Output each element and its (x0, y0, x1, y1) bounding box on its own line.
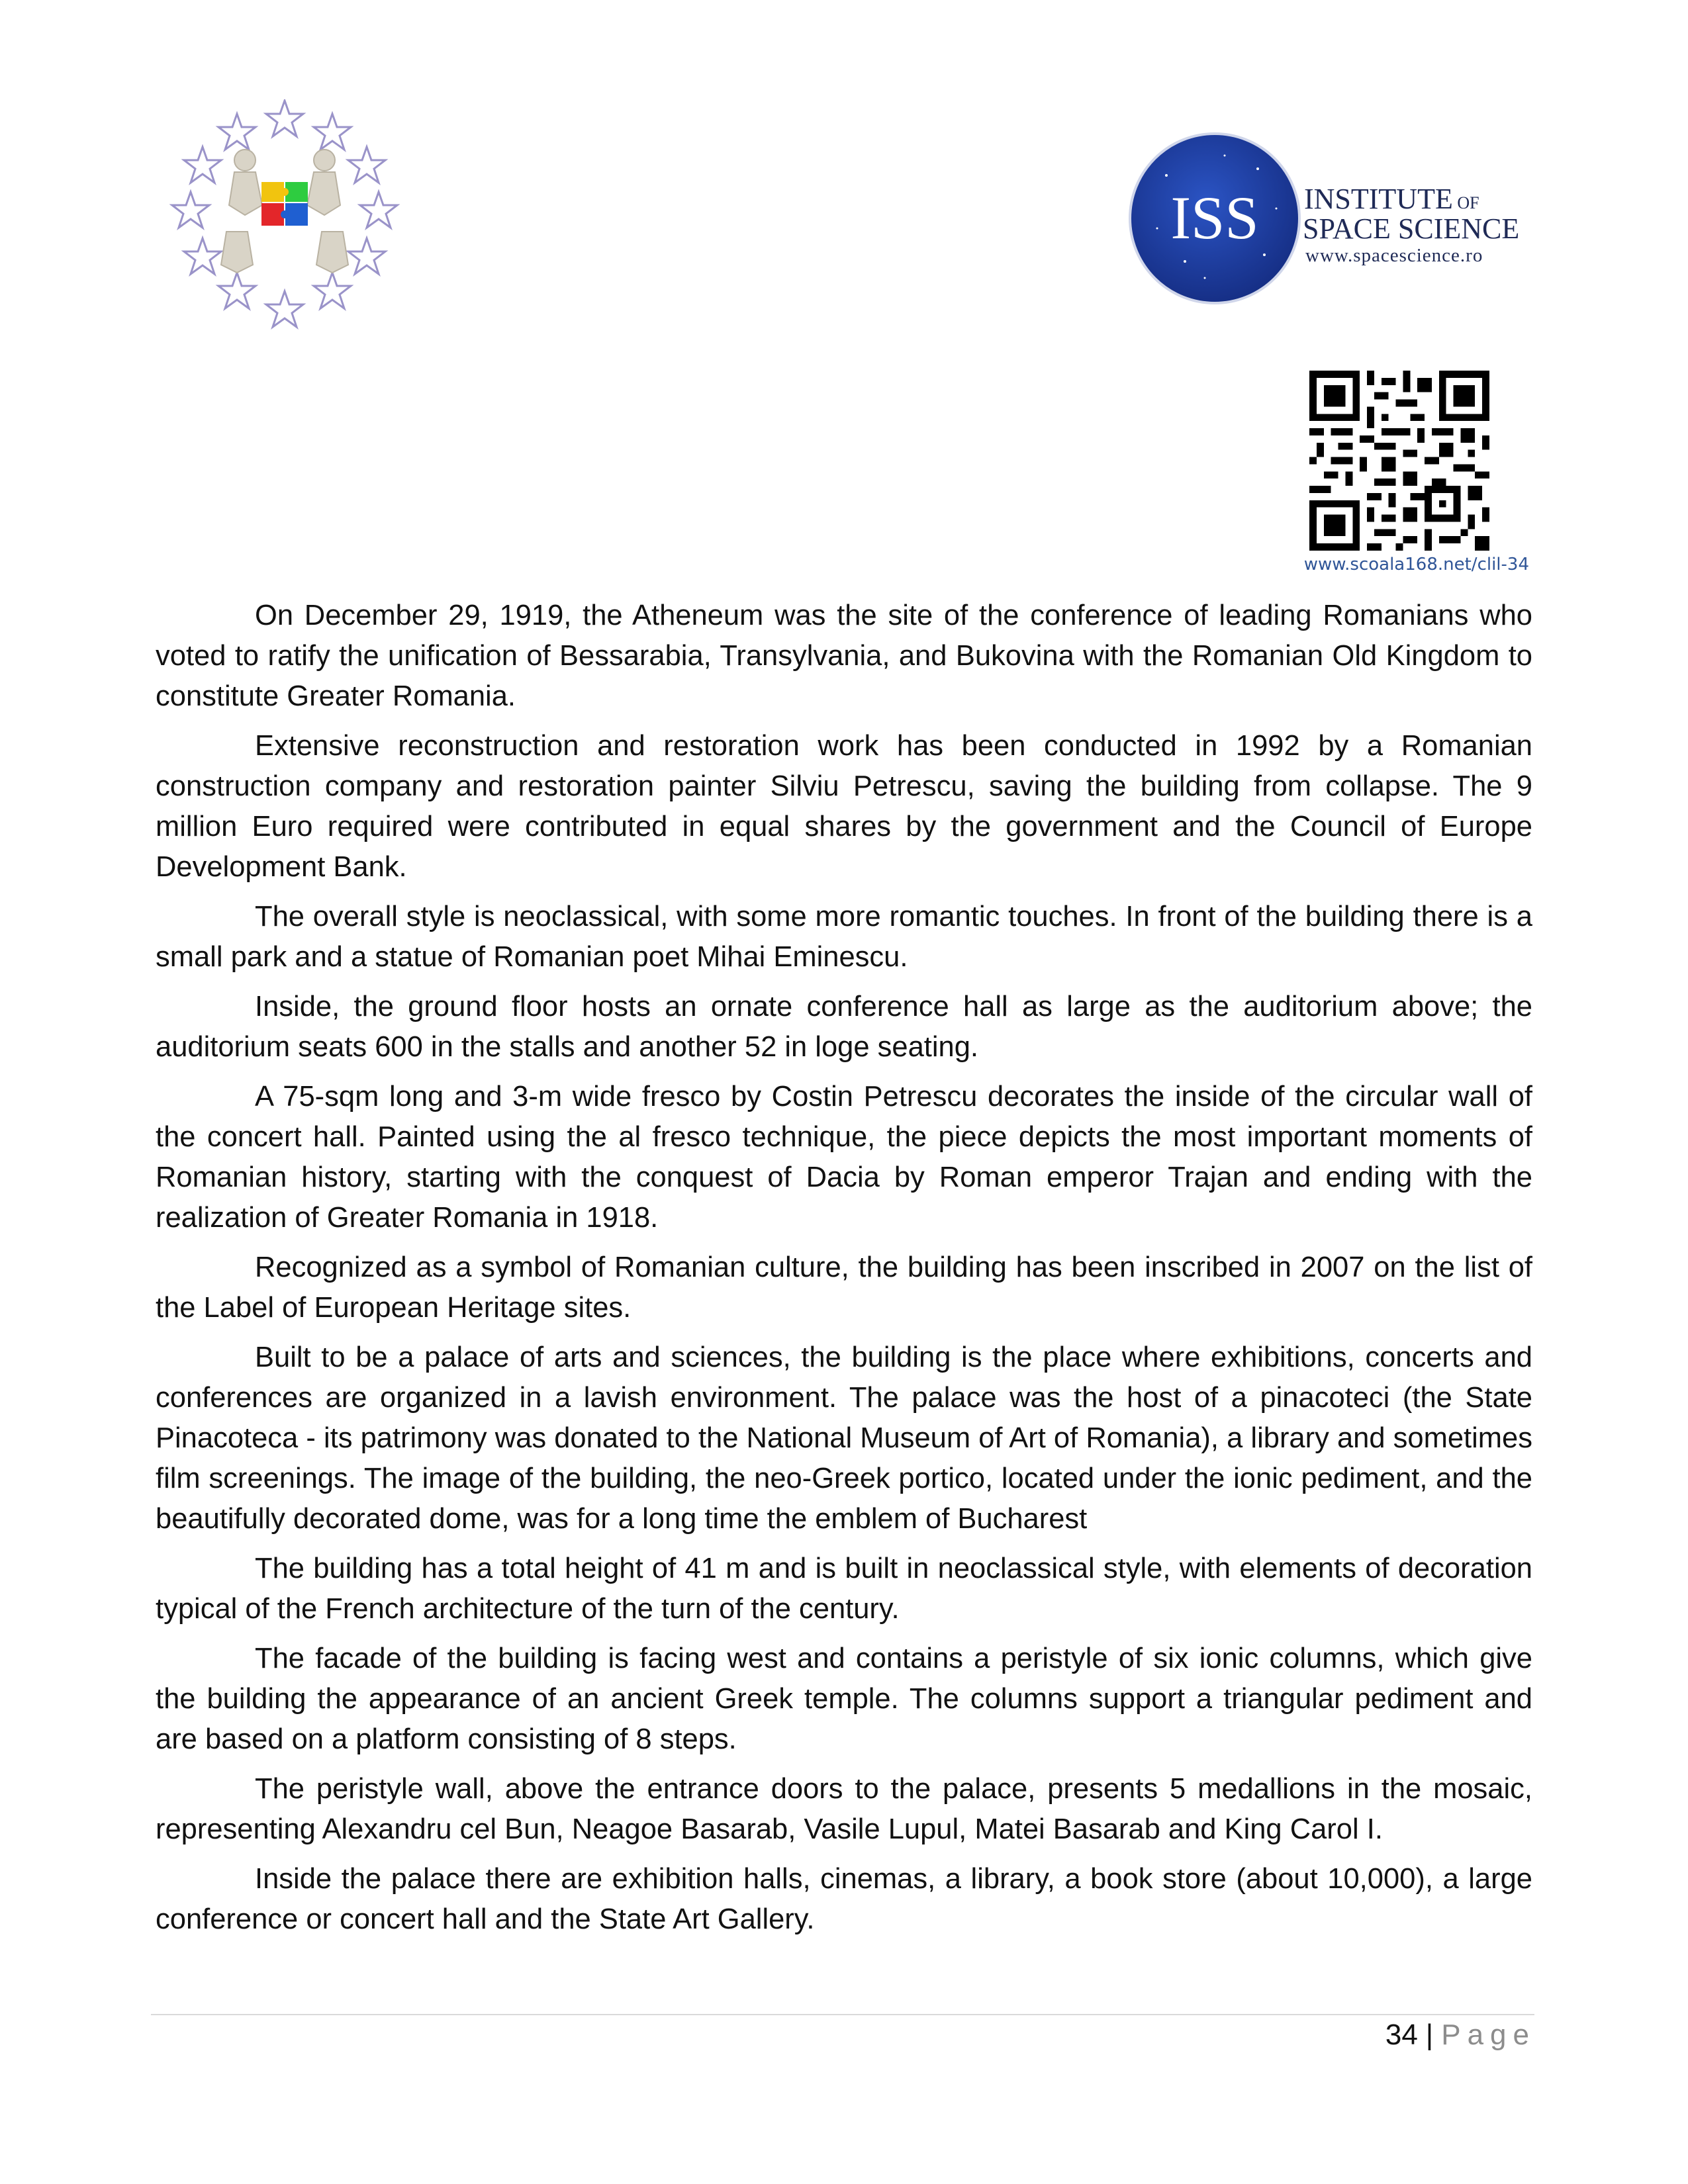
star-icon (184, 238, 221, 274)
paragraph: On December 29, 1919, the Atheneum was the site of the conference of leading Romanians who voted to ratify the unification of Bessarabia, Transylvania, and Bukovina with the Romanian Old Kingdom to constitute Greater Romania. (156, 600, 1532, 712)
iss-circle-icon (1125, 129, 1304, 308)
iss-title-line1: INSTITUTE OF (1304, 183, 1479, 215)
star-icon (184, 147, 221, 183)
paragraph: The building has a total height of 41 m and is built in neoclassical style, with elements of decoration typical of the French architecture of the turn of the century. (156, 1553, 1532, 1625)
qr-link-text[interactable]: www.scoala168.net/clil-34 (1303, 555, 1529, 574)
paragraph: Built to be a palace of arts and sciences, the building is the place where exhibitions, concerts and conferences are organized in a lavish environment. The palace was the host of a pinacoteci (the State Pinacoteca - its patrimony was donated to the National Museum of Art of Romania), a library and sometimes film screenings. The image of the building, the neo-Greek portico, located under the ionic pediment, and the beautifully decorated dome, was for a long time the emblem of Bucharest (156, 1342, 1532, 1535)
paragraph: The facade of the building is facing west and contains a peristyle of six ionic columns, which give the building the appearance of an ancient Greek temple. The columns support a triangular pediment and are based on a platform consisting of 8 steps. (156, 1643, 1532, 1755)
paragraph: Recognized as a symbol of Romanian culture, the building has been inscribed in 2007 on the list of the Label of European Heritage sites. (156, 1251, 1532, 1324)
page-footer (1385, 2019, 1536, 2052)
paragraph: The overall style is neoclassical, with some more romantic touches. In front of the building there is a small park and a statue of Romanian poet Mihai Eminescu. (156, 901, 1532, 973)
iss-title-line2: SPACE SCIENCE (1303, 212, 1520, 245)
paragraph: Inside, the ground floor hosts an ornate conference hall as large as the auditorium above; the auditorium seats 600 in the stalls and another 52 in loge seating. (156, 991, 1532, 1063)
page-label: Page (1441, 2019, 1536, 2051)
star-icon (218, 114, 256, 150)
star-icon (314, 273, 351, 308)
paragraph: Extensive reconstruction and restoration work has been conducted in 1992 by a Romanian construction company and restoration painter Silviu Petrescu, saving the building from collapse. The 9 million Euro required were contributed in equal shares by the government and the Council of Europe Development Bank. (156, 730, 1532, 883)
qr-code-icon[interactable] (1309, 371, 1489, 551)
puzzle-figures-stars-icon (165, 99, 404, 331)
paragraph: Inside the palace there are exhibition halls, cinemas, a library, a book store (about 10,000), a large conference or concert hall and the State Art Gallery. (156, 1863, 1532, 1935)
paragraph: A 75-sqm long and 3-m wide fresco by Costin Petrescu decorates the inside of the circular wall of the concert hall. Painted using the al fresco technique, the piece depicts the most important moments of Romanian history, starting with the conquest of Dacia by Roman emperor Trajan and ending with the realization of Greater Romania in 1918. (156, 1081, 1532, 1234)
footer-separator: | (1425, 2019, 1434, 2051)
iss-badge-text: ISS (1170, 184, 1259, 251)
iss-logo (1125, 129, 1536, 308)
star-icon (348, 238, 385, 274)
star-icon (218, 273, 256, 308)
star-icon (266, 101, 303, 136)
star-icon (266, 291, 303, 327)
footer-divider (151, 2014, 1534, 2015)
star-icon (314, 114, 351, 150)
star-icon (360, 192, 397, 228)
star-icon (172, 192, 209, 228)
paragraph: The peristyle wall, above the entrance doors to the palace, presents 5 medallions in the mosaic, representing Alexandru cel Bun, Neagoe Basarab, Vasile Lupul, Matei Basarab and King Carol I. (156, 1773, 1532, 1845)
page-number: 34 (1385, 2019, 1418, 2051)
document-body (156, 596, 1532, 1949)
star-icon (348, 147, 385, 183)
iss-website: www.spacescience.ro (1305, 245, 1483, 266)
project-logo (165, 99, 404, 331)
